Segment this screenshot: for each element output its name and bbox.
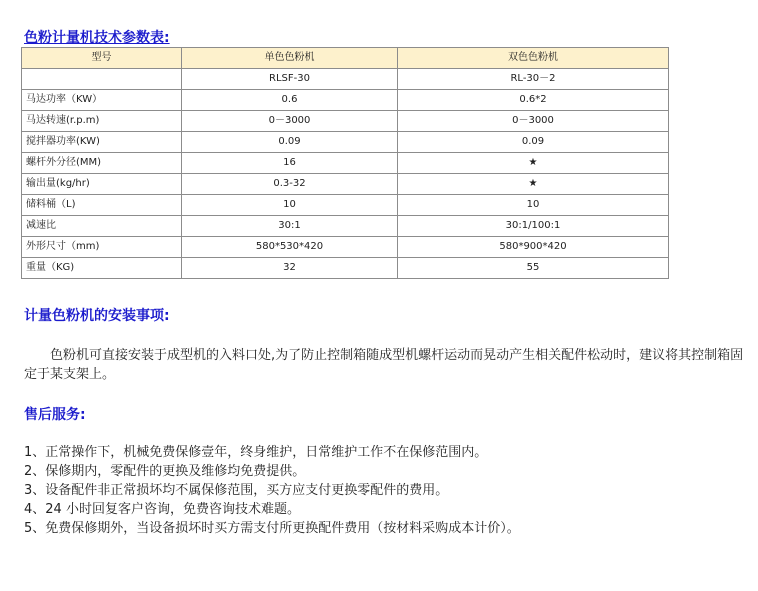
table-cell: 0.6*2 <box>398 90 669 111</box>
service-list <box>24 443 520 538</box>
table-cell: 580*530*420 <box>182 237 398 258</box>
table-row <box>22 195 669 216</box>
table-cell: ★ <box>398 174 669 195</box>
table-cell: 重量（KG) <box>22 258 182 279</box>
table-cell: 储料桶（L) <box>22 195 182 216</box>
table-cell: 10 <box>398 195 669 216</box>
table-row <box>22 174 669 195</box>
table-cell: 0－3000 <box>182 111 398 132</box>
table-cell: 减速比 <box>22 216 182 237</box>
table-cell: 0.09 <box>398 132 669 153</box>
table-row <box>22 111 669 132</box>
table-cell: 32 <box>182 258 398 279</box>
list-item: 2、保修期内，零配件的更换及维修均免费提供。 <box>24 464 306 479</box>
table-cell: 580*900*420 <box>398 237 669 258</box>
service-heading: 售后服务: <box>24 407 86 423</box>
list-item: 1、正常操作下，机械免费保修壹年，终身维护，日常维护工作不在保修范围内。 <box>24 445 488 460</box>
table-cell: 外形尺寸（mm) <box>22 237 182 258</box>
table-cell: 30:1/100:1 <box>398 216 669 237</box>
table-cell: ★ <box>398 153 669 174</box>
install-heading: 计量色粉机的安装事项: <box>24 308 170 324</box>
list-item: 5、免费保修期外，当设备损坏时买方需支付所更换配件费用（按材料采购成本计价）。 <box>24 521 520 536</box>
table-cell: 0.09 <box>182 132 398 153</box>
table-cell <box>22 69 182 90</box>
table-row <box>22 216 669 237</box>
spec-table-title: 色粉计量机技术参数表: <box>24 30 170 46</box>
table-row <box>22 132 669 153</box>
install-text: 色粉机可直接安装于成型机的入料口处,为了防止控制箱随成型机螺杆运动而晃动产生相关配件松动时，建议将其控制箱固定于某支架上。 <box>24 348 744 382</box>
table-row-model <box>22 69 669 90</box>
header-cell-double: 双色色粉机 <box>398 48 669 69</box>
header-cell-model: 型号 <box>22 48 182 69</box>
table-cell: RLSF-30 <box>182 69 398 90</box>
table-cell: 螺杆外分径(MM) <box>22 153 182 174</box>
header-cell-single: 单色色粉机 <box>182 48 398 69</box>
table-cell: 16 <box>182 153 398 174</box>
list-item: 4、24 小时回复客户咨询，免费咨询技术难题。 <box>24 502 300 517</box>
table-row <box>22 237 669 258</box>
table-header-row <box>22 48 669 69</box>
table-row <box>22 90 669 111</box>
table-cell: 10 <box>182 195 398 216</box>
table-cell: 55 <box>398 258 669 279</box>
table-cell: RL-30－2 <box>398 69 669 90</box>
table-row <box>22 258 669 279</box>
table-cell: 0－3000 <box>398 111 669 132</box>
table-cell: 0.6 <box>182 90 398 111</box>
table-cell: 马达转速(r.p.m) <box>22 111 182 132</box>
table-cell: 马达功率（KW） <box>22 90 182 111</box>
table-row <box>22 153 669 174</box>
table-cell: 输出量(kg/hr) <box>22 174 182 195</box>
spec-table <box>21 47 669 279</box>
list-item: 3、设备配件非正常损坏均不属保修范围，买方应支付更换零配件的费用。 <box>24 483 449 498</box>
install-paragraph <box>24 346 746 384</box>
table-cell: 搅拌器功率(KW) <box>22 132 182 153</box>
table-cell: 0.3-32 <box>182 174 398 195</box>
table-cell: 30:1 <box>182 216 398 237</box>
